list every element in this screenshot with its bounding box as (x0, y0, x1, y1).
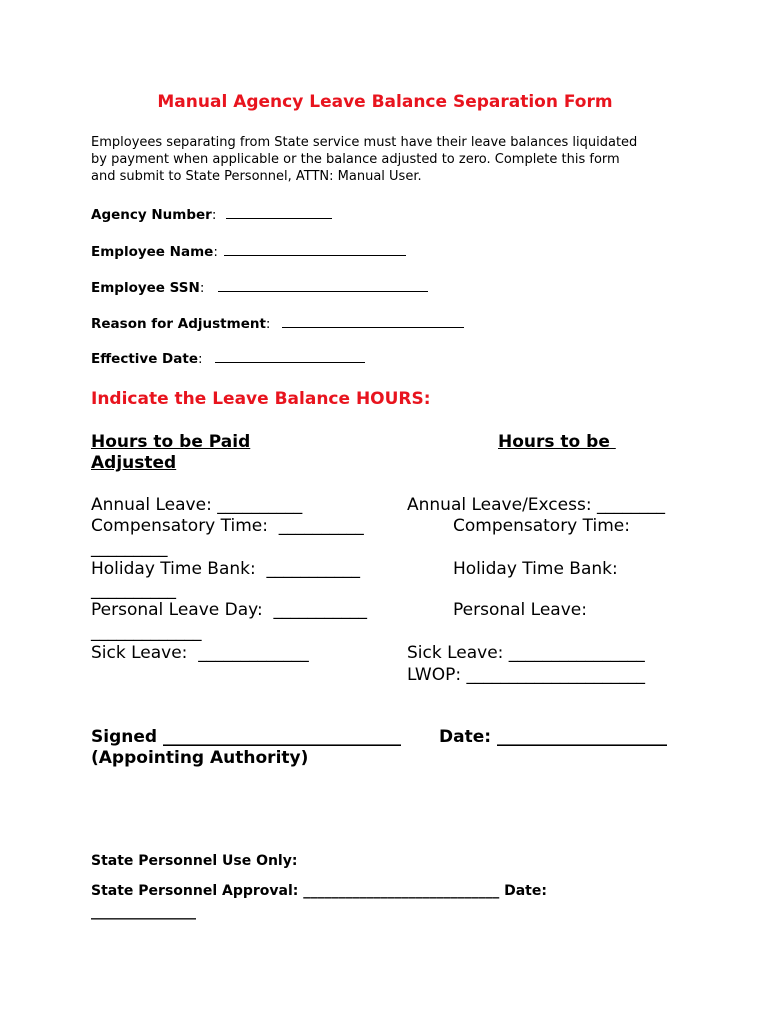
form-title: Manual Agency Leave Balance Separation Form (157, 92, 613, 112)
section-heading: Indicate the Leave Balance HOURS: (91, 389, 431, 409)
employee-ssn-field[interactable] (91, 279, 428, 296)
effective-date-label: Effective Date (91, 351, 198, 367)
colon: : (265, 316, 271, 332)
colon: : (197, 351, 203, 367)
holiday-bank-adjusted[interactable]: Holiday Time Bank: (453, 559, 618, 579)
employee-name-line[interactable] (224, 243, 406, 256)
personal-leave-paid[interactable]: Personal Leave Day: ___________ (91, 600, 368, 620)
state-use-heading: State Personnel Use Only: (91, 853, 298, 869)
intro-line: by payment when applicable or the balance adjusted to zero. Complete this form (91, 152, 620, 167)
appointing-authority-label: (Appointing Authority) (91, 748, 309, 768)
personal-leave-adjusted[interactable]: Personal Leave: (453, 600, 587, 620)
reason-line[interactable] (282, 315, 464, 328)
agency-number-label: Agency Number (91, 207, 212, 223)
colon: : (211, 207, 217, 223)
agency-number-line[interactable] (226, 206, 332, 219)
effective-date-line[interactable] (215, 350, 365, 363)
effective-date-field[interactable] (91, 350, 365, 367)
lwop-adjusted[interactable]: LWOP: _____________________ (407, 665, 645, 685)
employee-name-field[interactable] (91, 243, 406, 260)
agency-number-field[interactable] (91, 206, 332, 223)
intro-paragraph (91, 134, 637, 185)
hours-adjusted-heading: Hours to be (498, 432, 616, 452)
sick-leave-paid[interactable]: Sick Leave: _____________ (91, 643, 309, 663)
annual-leave-paid[interactable]: Annual Leave: __________ (91, 495, 303, 515)
employee-name-label: Employee Name (91, 244, 214, 260)
employee-ssn-label: Employee SSN (91, 280, 200, 296)
state-approval-line[interactable]: State Personnel Approval: ____________________________ Date: (91, 883, 547, 899)
colon: : (199, 280, 205, 296)
signature-date-line[interactable]: Date: ____________________ (439, 727, 667, 747)
comp-time-paid[interactable]: Compensatory Time: __________ (91, 516, 364, 536)
reason-field[interactable] (91, 315, 464, 332)
employee-ssn-line[interactable] (218, 279, 428, 292)
holiday-bank-paid-wrap[interactable]: __________ (91, 580, 176, 600)
colon: : (213, 244, 218, 260)
intro-line: and submit to State Personnel, ATTN: Manual User. (91, 169, 422, 184)
personal-leave-paid-wrap[interactable]: _____________ (91, 622, 202, 642)
hours-paid-heading: Hours to be Paid (91, 432, 251, 452)
comp-time-paid-wrap[interactable]: _________ (91, 538, 168, 558)
signed-line[interactable]: Signed ____________________________ (91, 727, 401, 747)
reason-label: Reason for Adjustment (91, 316, 266, 332)
comp-time-adjusted[interactable]: Compensatory Time: (453, 516, 630, 536)
intro-line: Employees separating from State service must have their leave balances liquidated (91, 135, 638, 150)
hours-paid-heading-wrap: Adjusted (91, 453, 177, 473)
state-approval-date-line[interactable]: _______________ (91, 904, 196, 920)
annual-excess-adjusted[interactable]: Annual Leave/Excess: ________ (407, 495, 665, 515)
sick-leave-adjusted[interactable]: Sick Leave: ________________ (407, 643, 645, 663)
holiday-bank-paid[interactable]: Holiday Time Bank: ___________ (91, 559, 361, 579)
